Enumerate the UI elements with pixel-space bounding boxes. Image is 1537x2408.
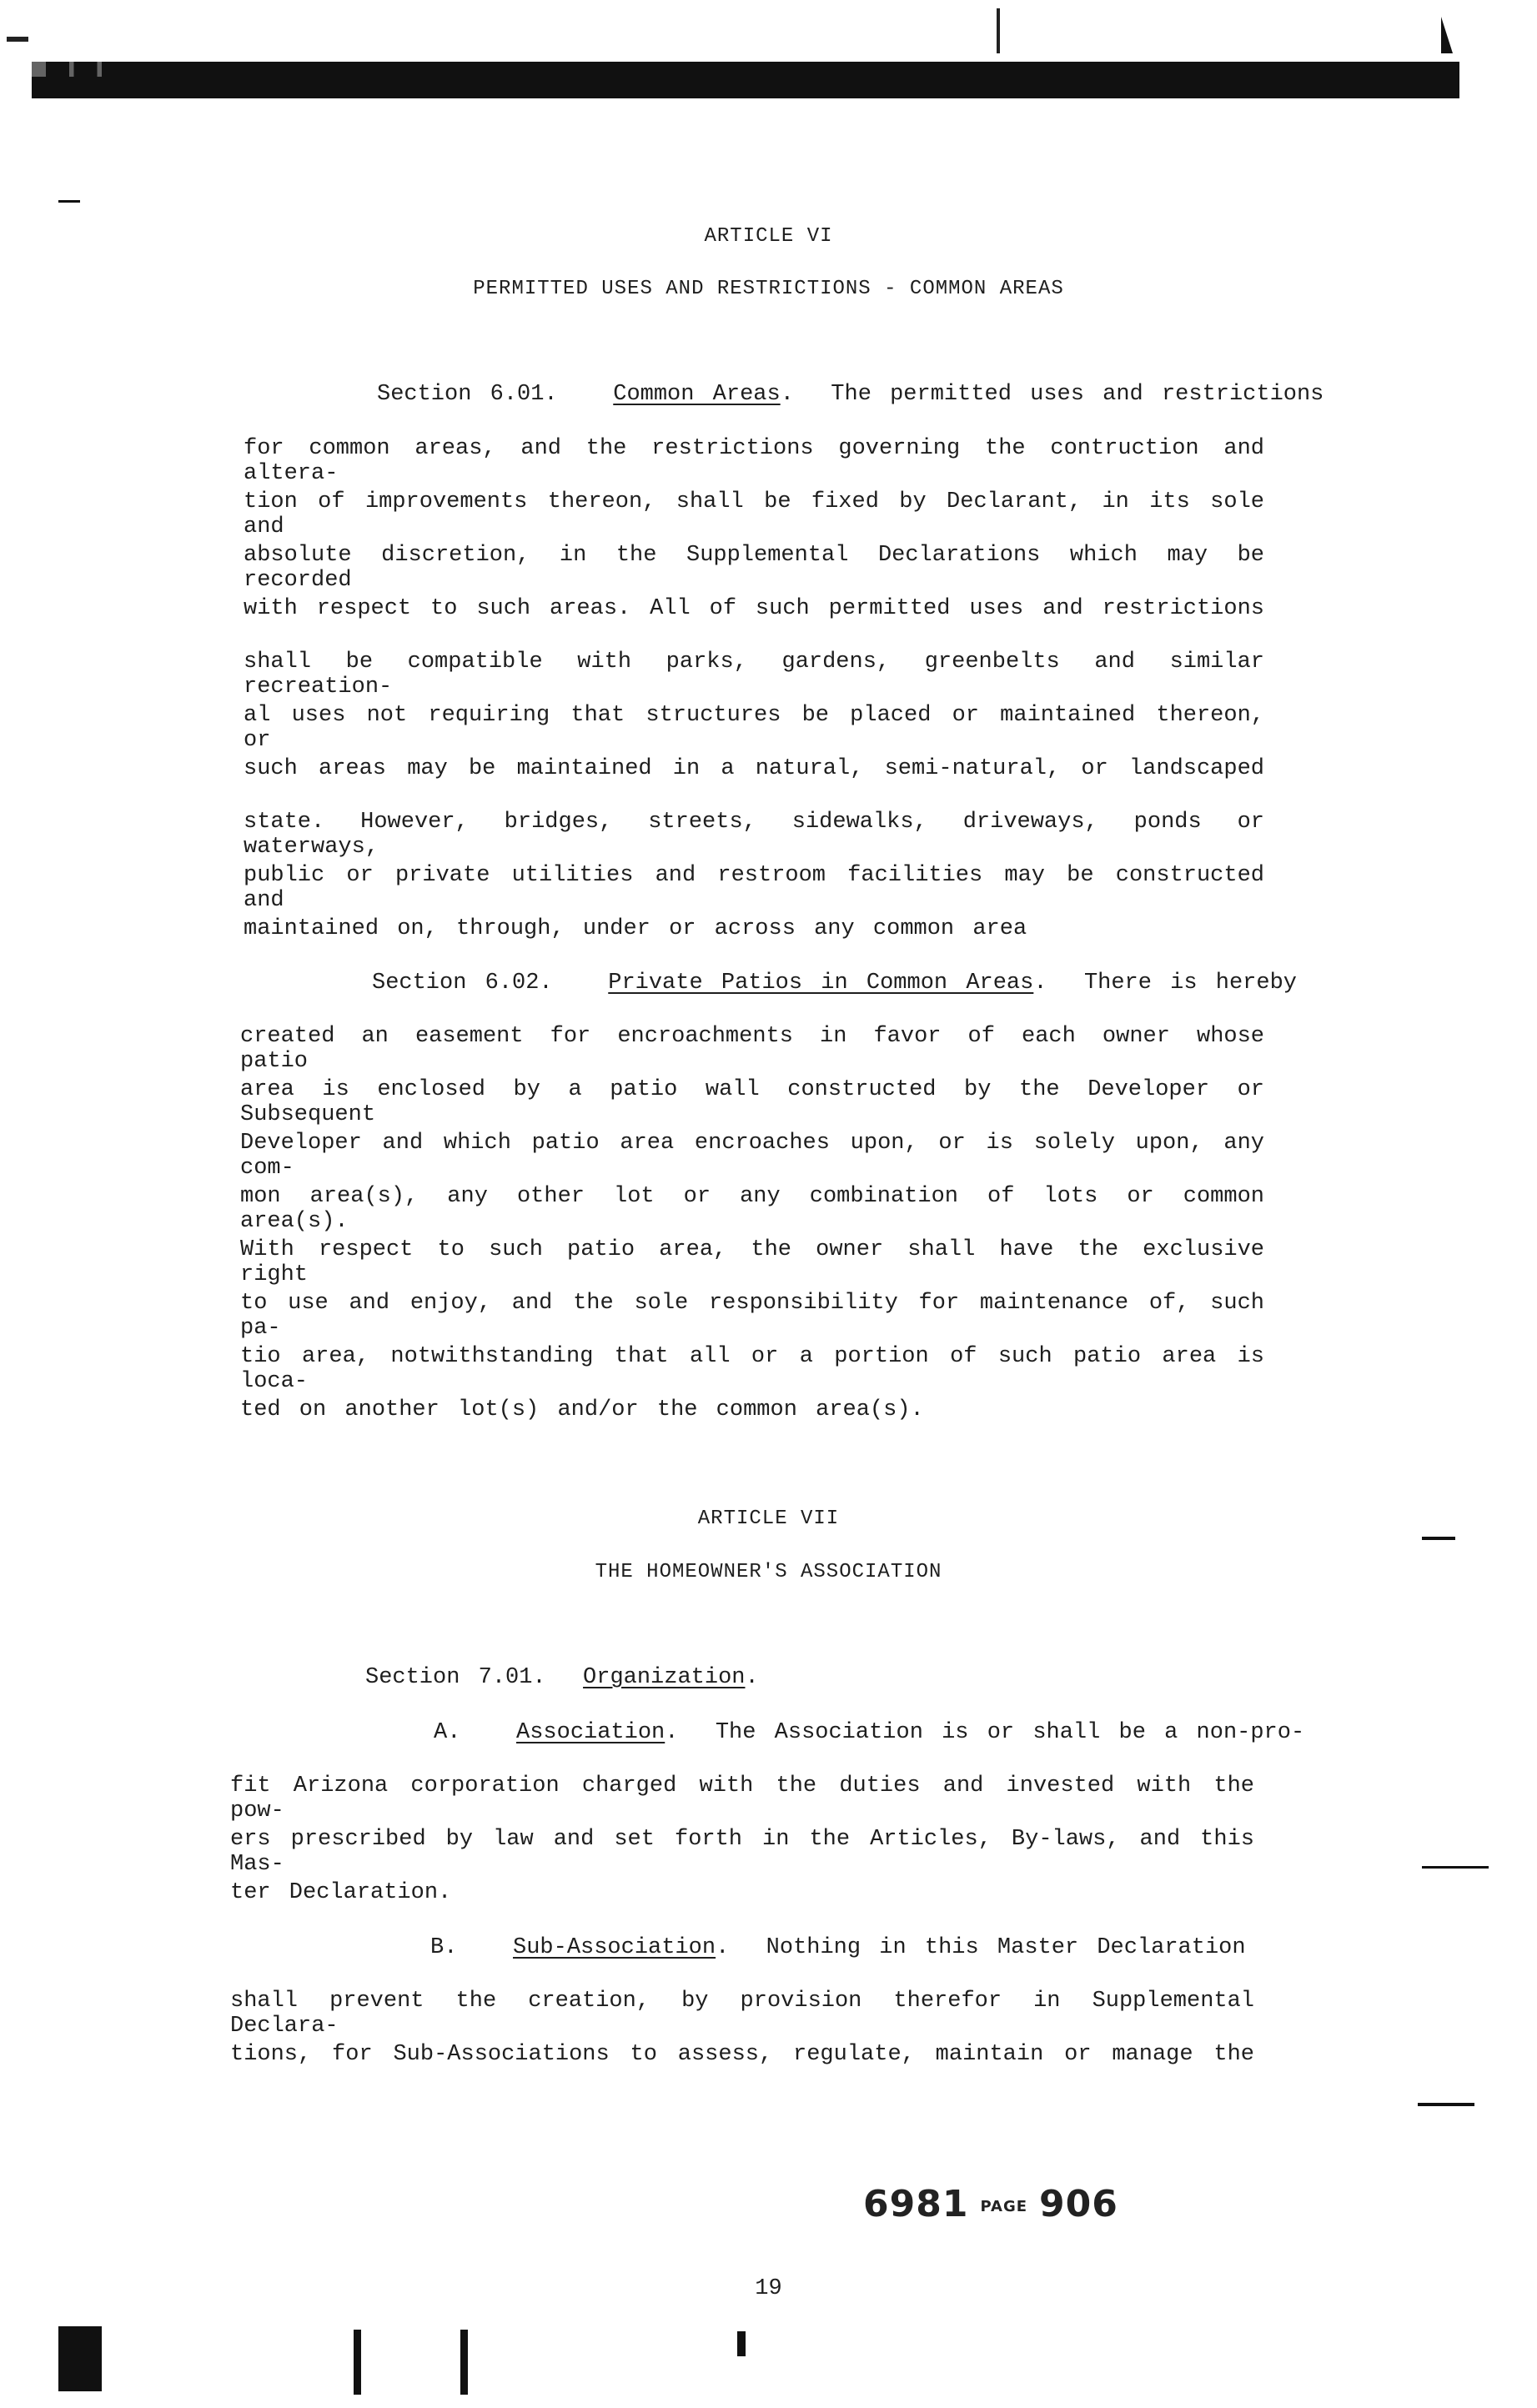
subsection-heading: Association: [516, 1720, 666, 1745]
paragraph-line: area is enclosed by a patio wall constructed by the Developer or Subsequent: [240, 1077, 1264, 1127]
subsection-b-first-line: B. Sub-Association. Nothing in this Master Declaration: [430, 1935, 1246, 1960]
section-heading: Private Patios in Common Areas: [608, 971, 1034, 996]
section-heading: Common Areas: [613, 382, 781, 407]
paragraph-line: with respect to such areas. All of such permitted uses and restrictions: [244, 596, 1264, 621]
paragraph-line: tions, for Sub-Associations to assess, regulate, maintain or manage the: [230, 2042, 1254, 2067]
paragraph-line: ted on another lot(s) and/or the common area(s).: [240, 1397, 924, 1422]
article-vi-title: ARTICLE VI: [704, 225, 833, 248]
scan-artifact-bar: [354, 2330, 361, 2395]
paragraph-line: to use and enjoy, and the sole responsibility for maintenance of, such pa-: [240, 1291, 1264, 1341]
scan-artifact-tick: [997, 8, 1000, 53]
paragraph-line: ter Declaration.: [230, 1880, 452, 1905]
paragraph-line: such areas may be maintained in a natural, semi-natural, or landscaped: [244, 756, 1264, 781]
paragraph-line: Developer and which patio area encroaches upon, or is solely upon, any com-: [240, 1131, 1264, 1181]
paragraph-line: state. However, bridges, streets, sidewalks, driveways, ponds or waterways,: [244, 810, 1264, 860]
section-heading: Organization: [583, 1665, 746, 1690]
scan-artifact-mark: [1422, 1537, 1455, 1540]
paragraph-line: ers prescribed by law and set forth in the Articles, By-laws, and this Mas-: [230, 1827, 1254, 1877]
scan-artifact-bar: [460, 2330, 468, 2395]
scan-artifact-mark: [1422, 1866, 1489, 1869]
paragraph-line: There is hereby: [1083, 971, 1297, 996]
paragraph-line: Nothing in this Master Declaration: [766, 1935, 1246, 1960]
subsection-letter: A.: [434, 1720, 461, 1745]
paragraph-line: absolute discretion, in the Supplemental Declarations which may be recorded: [244, 543, 1264, 593]
article-vii-subtitle: THE HOMEOWNER'S ASSOCIATION: [595, 1561, 942, 1583]
paragraph-line: The Association is or shall be a non-pro-: [715, 1720, 1305, 1745]
paragraph-line: created an easement for encroachments in favor of each owner whose patio: [240, 1024, 1264, 1074]
paragraph-line: shall be compatible with parks, gardens, greenbelts and similar recreation-: [244, 650, 1264, 700]
scan-artifact-mark: [1418, 2103, 1474, 2106]
article-vii-title: ARTICLE VII: [697, 1508, 840, 1530]
scan-top-bar: [32, 62, 1459, 98]
section-6-01-first-line: Section 6.01. Common Areas. The permitted uses and restrictions: [377, 382, 1324, 407]
subsection-a-first-line: A. Association. The Association is or shall be a non-pro-: [434, 1720, 1305, 1745]
recording-stamp: [863, 2183, 1118, 2225]
stamp-page-number: 906: [1039, 2183, 1118, 2225]
paragraph-line: shall prevent the creation, by provision therefor in Supplemental Declara-: [230, 1989, 1254, 2039]
section-number: Section 6.01.: [377, 382, 558, 407]
section-7-01-line: Section 7.01. Organization.: [365, 1665, 759, 1690]
section-number: Section 7.01.: [365, 1665, 546, 1690]
paragraph-line: mon area(s), any other lot or any combination of lots or common area(s).: [240, 1184, 1264, 1234]
paragraph-line: The permitted uses and restrictions: [831, 382, 1324, 407]
page-number: 19: [755, 2276, 782, 2301]
paragraph-line: al uses not requiring that structures be placed or maintained thereon, or: [244, 703, 1264, 753]
scan-artifact-corner-mark: [1441, 17, 1453, 53]
docket-number: 6981: [863, 2183, 969, 2225]
subsection-heading: Sub-Association: [513, 1935, 716, 1960]
scan-artifact-mark: [58, 200, 80, 203]
paragraph-line: With respect to such patio area, the owner shall have the exclusive right: [240, 1237, 1264, 1287]
subsection-letter: B.: [430, 1935, 458, 1960]
paragraph-line: for common areas, and the restrictions governing the contruction and altera-: [244, 436, 1264, 486]
section-number: Section 6.02.: [372, 971, 553, 996]
paragraph-line: tion of improvements thereon, shall be fixed by Declarant, in its sole and: [244, 489, 1264, 539]
paragraph-line: tio area, notwithstanding that all or a portion of such patio area is loca-: [240, 1344, 1264, 1394]
scan-artifact-block: [58, 2326, 102, 2391]
article-vi-subtitle: PERMITTED USES AND RESTRICTIONS - COMMON AREAS: [473, 278, 1064, 300]
scan-artifact-bar: [737, 2331, 746, 2356]
scan-artifact-dash: [7, 37, 28, 42]
section-6-02-first-line: Section 6.02. Private Patios in Common Areas. There is hereby: [372, 971, 1297, 996]
stamp-page-label: PAGE: [980, 2197, 1028, 2215]
paragraph-line: maintained on, through, under or across any common area: [244, 916, 1027, 941]
paragraph-line: fit Arizona corporation charged with the duties and invested with the pow-: [230, 1773, 1254, 1824]
paragraph-line: public or private utilities and restroom facilities may be constructed and: [244, 863, 1264, 913]
